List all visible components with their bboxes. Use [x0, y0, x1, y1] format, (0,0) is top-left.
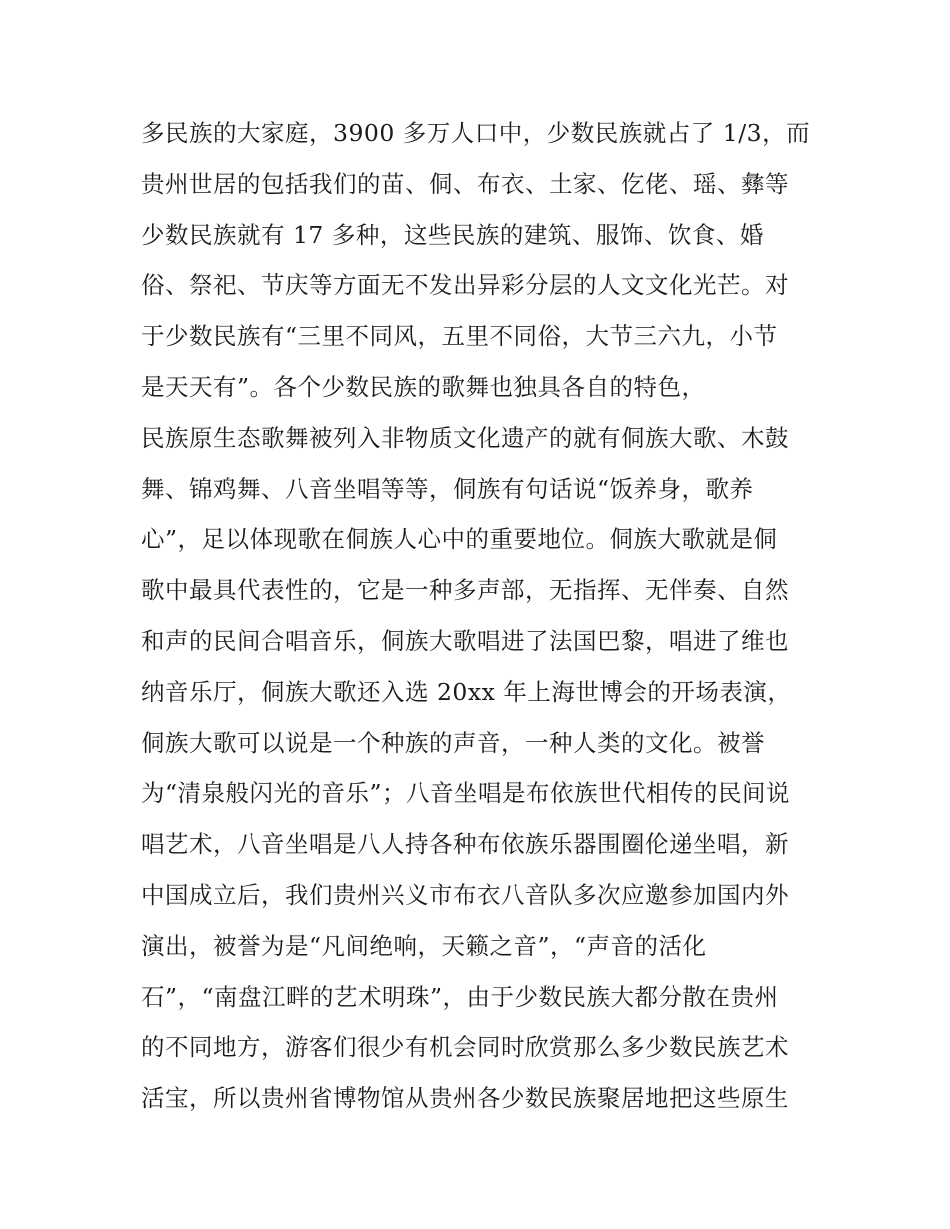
text-line: 民族原生态歌舞被列入非物质文化遗产的就有侗族大歌、木鼓 — [141, 423, 789, 452]
text-line: 为“清泉般闪光的音乐”；八音坐唱是布依族世代相传的民间说 — [141, 779, 791, 808]
text-line: 石”，“南盘江畔的艺术明珠”，由于少数民族大都分散在贵州 — [141, 982, 779, 1011]
text-line: 心”，足以体现歌在侗族人心中的重要地位。侗族大歌就是侗 — [141, 525, 778, 554]
text-line: 少数民族就有 17 多种，这些民族的建筑、服饰、饮食、婚 — [141, 220, 764, 249]
text-line: 多民族的大家庭，3900 多万人口中，少数民族就占了 1/3，而 — [141, 119, 811, 147]
text-line: 和声的民间合唱音乐，侗族大歌唱进了法国巴黎，唱进了维也 — [141, 626, 789, 655]
text-line: 唱艺术，八音坐唱是八人持各种布依族乐器围圈伦递坐唱，新 — [141, 830, 789, 859]
text-line: 侗族大歌可以说是一个种族的声音，一种人类的文化。被誉 — [141, 728, 765, 757]
text-line: 于少数民族有“三里不同风，五里不同俗，大节三六九，小节 — [141, 322, 778, 351]
text-line: 活宝，所以贵州省博物馆从贵州各少数民族聚居地把这些原生 — [141, 1084, 789, 1113]
text-line: 贵州世居的包括我们的苗、侗、布衣、土家、仡佬、瑶、彝等 — [141, 169, 789, 198]
text-line: 歌中最具代表性的，它是一种多声部，无指挥、无伴奏、自然 — [141, 576, 789, 605]
text-line: 纳音乐厅，侗族大歌还入选 20xx 年上海世博会的开场表演， — [141, 677, 792, 706]
text-line: 舞、锦鸡舞、八音坐唱等等，侗族有句话说“饭养身，歌养 — [141, 474, 754, 503]
text-line: 俗、祭祀、节庆等方面无不发出异彩分层的人文文化光芒。对 — [141, 271, 789, 300]
body-text — [141, 108, 831, 1124]
text-line: 是天天有”。各个少数民族的歌舞也独具各自的特色， — [141, 372, 706, 401]
text-line: 中国成立后，我们贵州兴义市布衣八音队多次应邀参加国内外 — [141, 880, 789, 909]
text-line: 的不同地方，游客们很少有机会同时欣赏那么多少数民族艺术 — [141, 1033, 789, 1062]
text-line: 演出，被誉为是“凡间绝响，天籁之音”，“声音的活化 — [141, 931, 707, 960]
